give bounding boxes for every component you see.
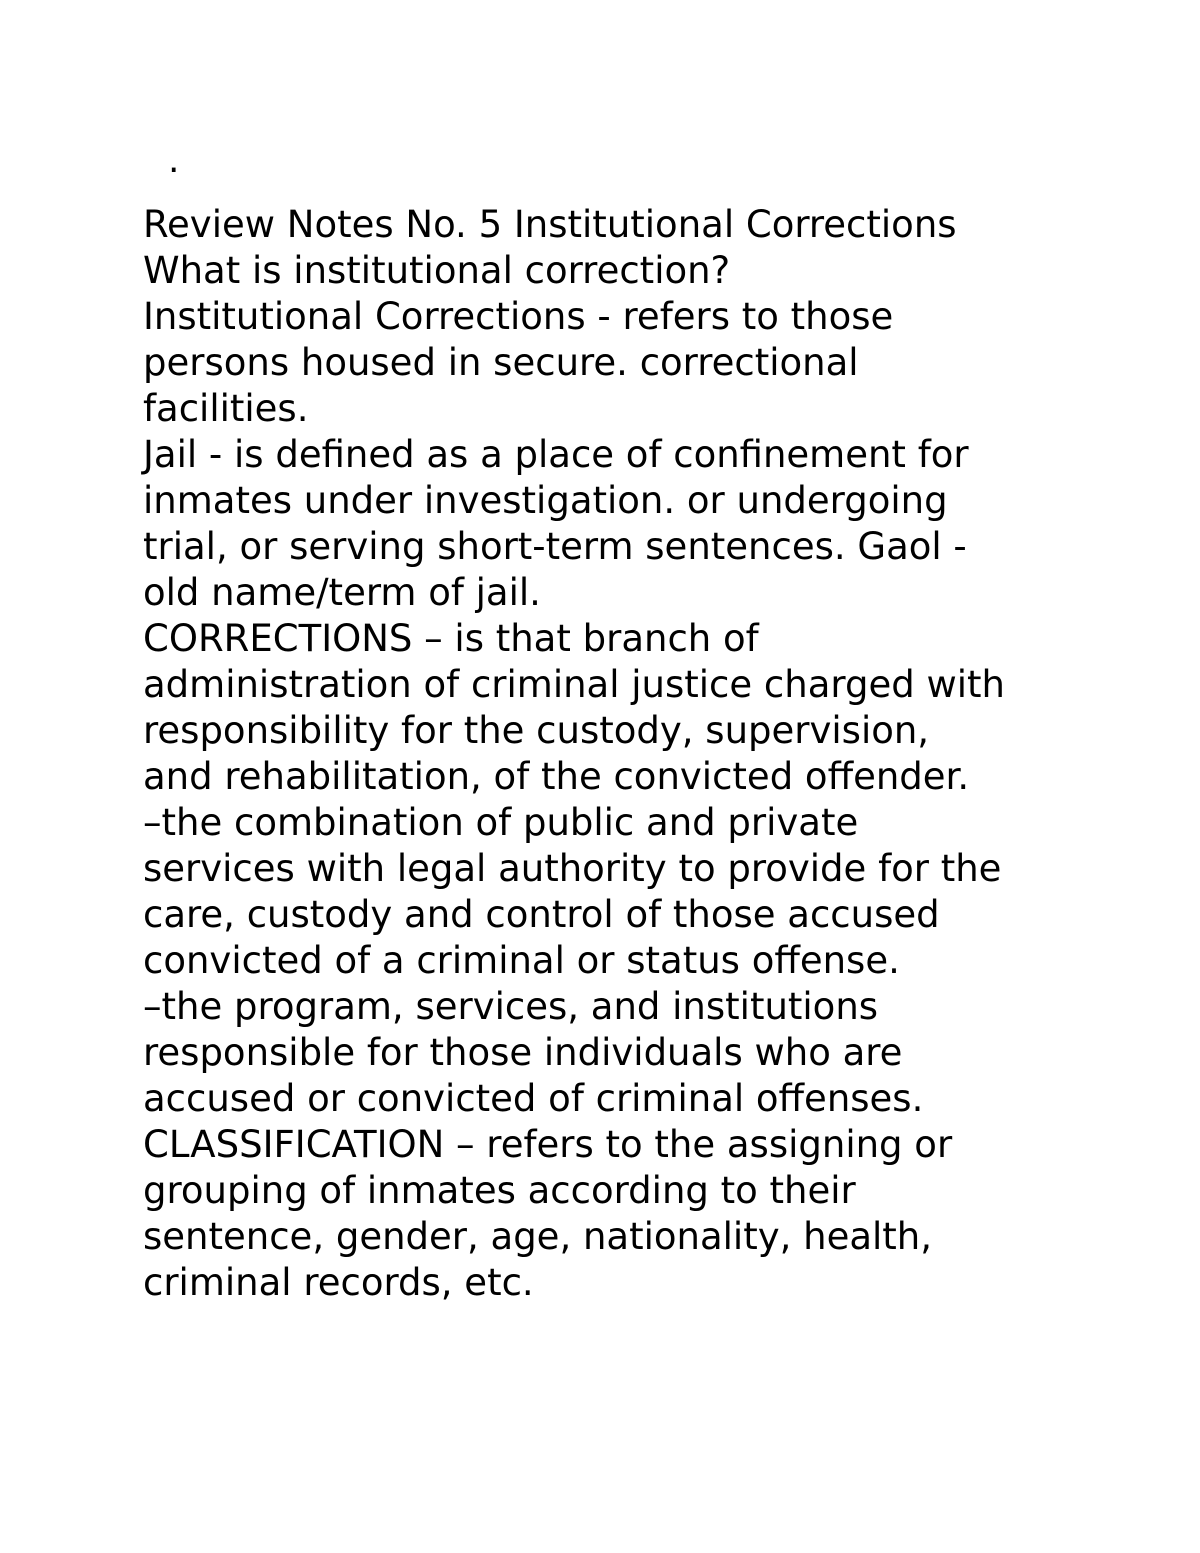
bullet-marker: . [168,140,180,181]
text-line: administration of criminal justice charged with [143,663,1005,706]
text-line: inmates under investigation. or undergoing [143,479,948,522]
document-title: Review Notes No. 5 Institutional Corrections [143,203,957,246]
text-line: facilities. [143,387,309,430]
text-line: old name/term of jail. [143,571,541,614]
text-line: care, custody and control of those accused [143,893,940,936]
text-line: CORRECTIONS – is that branch of [143,617,759,660]
text-line: convicted of a criminal or status offense. [143,939,900,982]
text-line: persons housed in secure. correctional [143,341,859,384]
text-line: sentence, gender, age, nationality, health, [143,1215,933,1258]
text-line: –the program, services, and institutions [143,985,879,1028]
text-line: Jail - is defined as a place of confinement for [143,433,969,476]
text-line: criminal records, etc. [143,1261,534,1304]
text-line: Institutional Corrections - refers to those [143,295,894,338]
text-line: –the combination of public and private [143,801,859,844]
text-line: What is institutional correction? [143,249,731,292]
text-line: accused or convicted of criminal offenses. [143,1077,924,1120]
text-line: trial, or serving short-term sentences. Gaol - [143,525,967,568]
text-line: CLASSIFICATION – refers to the assigning or [143,1123,953,1166]
text-line: responsibility for the custody, supervision, [143,709,930,752]
text-line: grouping of inmates according to their [143,1169,856,1212]
text-line: services with legal authority to provide for the [143,847,1002,890]
text-line: and rehabilitation, of the convicted offender. [143,755,970,798]
text-line: responsible for those individuals who are [143,1031,903,1074]
document-body [143,202,1143,1306]
